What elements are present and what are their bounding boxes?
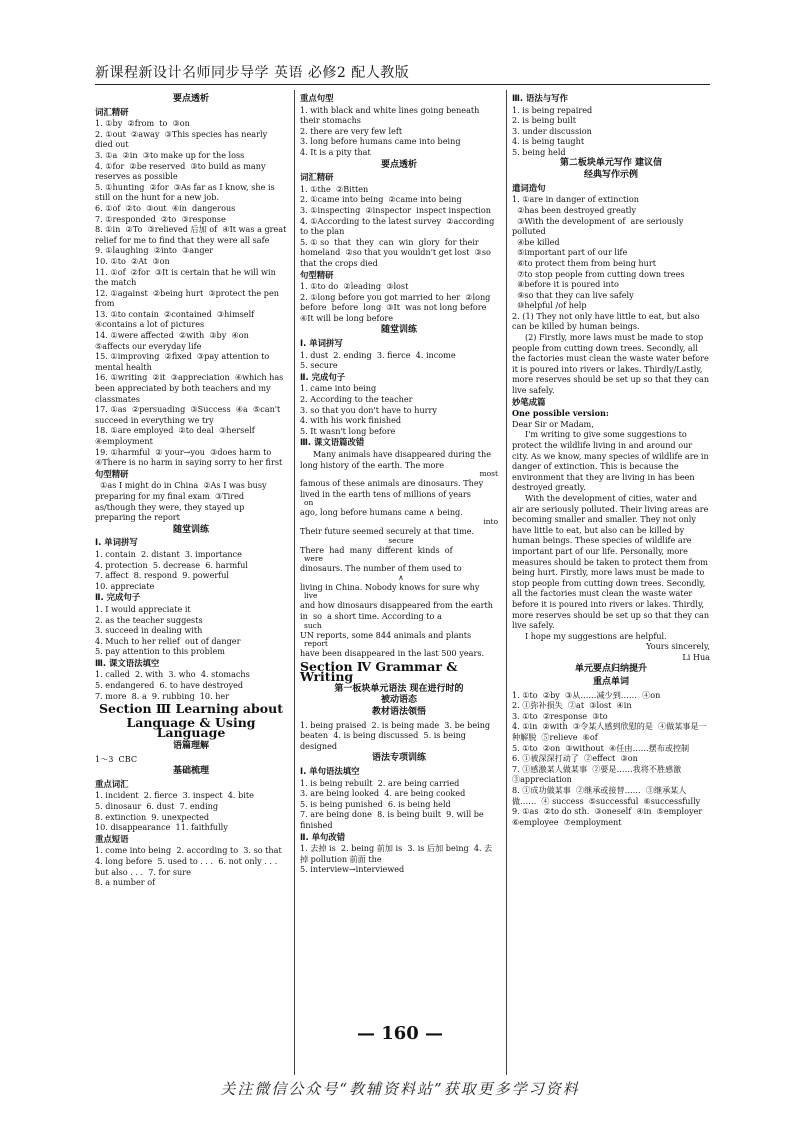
page-number: — 160 — [356,1023,444,1044]
section-title: Section Ⅳ Grammar & Writing [300,658,458,685]
answer-line: 10. disappearance 11. faithfully [95,822,228,833]
section-subtitle: 第二板块单元写作 建议信 [559,157,663,168]
correction-mark: report [304,639,328,649]
answer-line: 5. ① so that they can win glory for their homeland ②so that you wouldn't get lost ③so that the crops died [300,236,494,268]
answer-line: 1. ①are in danger of extinction [512,194,639,205]
answer-line: 1. incident 2. fierce 3. inspect 4. bite [95,790,254,801]
answer-line: 4. with his work finished [300,415,402,426]
subheading: Ⅲ. 课文语篇改错 [300,437,365,448]
subheading: Ⅲ. 课文语法填空 [95,657,160,668]
answer-line: 7. ①responded ②to ③response [95,213,226,224]
column-left [95,92,287,888]
paragraph: Many animals have disappeared during the long history of the earth. The more [300,449,494,470]
answer-line: 6. ①被深深打动了 ②effect ③on [512,753,638,764]
signature-line: Li Hua [682,651,710,662]
answer-line: famous of these animals are dinosaurs. They lived in the earth tens of millions of years [300,478,486,499]
answer-line: ④be killed [512,236,560,247]
answer-line: 4. ①in ②with ③令某人感到欣慰的是 ④做某事是一种解脱 ⑤relieve ⑥of [512,721,707,743]
correction-mark: on [304,498,314,508]
answer-line: dinosaurs. The number of them used to [300,563,462,574]
answer-line: 7. affect 8. respond 9. powerful [95,570,230,581]
answer-line: ①as I might do in China ②As I was busy preparing for my final exam ③Tired as/though they were, they stayed up preparing the report [95,480,270,523]
answer-line: ⑨so that they can live safely [512,289,634,300]
answer-line: 15. ①improving ②fixed ③pay attention to mental health [95,351,272,372]
answer-line: 19. ①harmful ② your→you ③does harm to ④There is no harm in saying sorry to her first [95,446,283,468]
answer-line: 4. ①According to the latest survey ②according to the plan [300,215,497,237]
answer-line: 3. so that you don't have to hurry [300,404,437,415]
answer-line: have been disappeared in the last 500 years. [300,648,485,659]
paragraph: I hope my suggestions are helpful. [524,630,667,641]
subheading: 妙笔成篇 [512,396,546,407]
answer-line: 2. According to the teacher [300,394,413,405]
answer-line: 1. came into being [300,383,377,394]
correction-mark: live [304,591,318,601]
answer-line: 13. ①to contain ②contained ③himself ④contains a lot of pictures [95,308,260,330]
correction-mark: were [304,554,323,564]
answer-line: 2. is being built [512,115,576,126]
answer-line: 5. ①hunting ②for ③As far as I know, she is still on the hunt for a new job. [95,181,278,203]
answer-line: 3. long before humans came into being [300,136,461,147]
answer-line: 8. extinction 9. unexpected [95,811,210,822]
answer-line: 12. ①against ②being hurt ③protect the pen from [95,287,282,309]
footer-handwritten-note: 关注微信公众号“教辅资料站”获取更多学习资料 [220,1080,580,1098]
subheading: Ⅱ. 完成句子 [95,592,141,603]
answer-line: 8. a number of [95,877,156,888]
subheading: Ⅱ. 完成句子 [300,371,346,382]
answer-line: 3. succeed in dealing with [95,625,203,636]
answer-line: ⑧before it is poured into [512,279,619,290]
answer-line: 1. is being rebuilt 2. are being carried [300,777,460,788]
answer-line: ⑩helpful /of help [512,300,587,311]
answer-line: 1. I would appreciate it [95,603,191,614]
answer-line: ⑤important part of our life [512,247,628,258]
subheading: Ⅱ. 单句改错 [300,831,346,842]
answer-line: 2. as the teacher suggests [95,614,203,625]
section-heading: 基础梳理 [172,766,209,777]
answer-line: Their future seemed securely at that time. [300,525,475,536]
column-divider-2 [506,90,507,1075]
answer-line: 2. ①long before you got married to her ②long before before long ③It was not long before ④It will be long before [300,291,496,323]
answer-line: ⑥to protect them from being hurt [512,257,656,268]
subheading: 遣词造句 [512,182,546,193]
subheading: 重点短语 [95,833,129,844]
answer-line: 4. It is a pity that [300,146,371,157]
answer-line: 5. dinosaur 6. dust 7. ending [95,801,219,811]
answer-line: ③With the development of are seriously polluted [512,215,686,237]
answer-line: 1. being praised 2. is being made 3. be being beaten 4. is being discussed 5. is being designed [300,719,493,751]
answer-line: 3. ①to ②response ③to [512,710,608,721]
answer-line: and how dinosaurs disappeared from the earth in so a short time. According to a [300,600,496,621]
answer-line: 3. under discussion [512,125,592,136]
section-heading: 要点透析 [172,94,209,104]
section-title: Section Ⅲ Learning about [99,701,283,717]
answer-line: 4. Much to her relief out of danger [95,635,241,646]
subheading: Ⅰ. 单词拼写 [95,537,138,548]
answer-line: UN reports, some 844 animals and plants [300,629,472,640]
answer-line: 5. It wasn't long before [300,425,396,436]
subheading: Ⅲ. 语法与写作 [512,93,568,103]
answer-line: 5. being held [512,146,566,157]
section-heading: 语法专项训练 [371,753,426,764]
answer-line: 9. ①as ②to do sth. ③oneself ④in ⑤employer ⑥employee ⑦employment [512,806,708,827]
answer-line: 5. pay attention to this problem [95,646,225,657]
answer-line: 1. 去掉 is 2. being 前加 is 3. is 后加 being 4. 去掉 pollution 前面 the [300,843,493,864]
paragraph: (2) Firstly, more laws must be made to stop people from cutting down trees. Secondly, all the factories must clean the waste water before it is poured into rivers or lakes. Thirdly/Lastly, more reserves should be set up so that they can live safely. [512,332,712,396]
answer-line: 4. is being taught [512,136,585,147]
answer-line: 2. ①came into being ②came into being [300,194,462,205]
paragraph: I'm writing to give some suggestions to protect the wildlife living in and around our city. As we know, many species of wildlife are in danger of extinction. This is because the environment that they are living in has been destroyed greatly. [512,429,712,493]
section-heading: 经典写作示例 [583,170,638,181]
answer-line: 16. ①writing ②it ③appreciation ④which has been appreciated by both teachers and my classmates [95,372,286,404]
answer-line: 7. are being done 8. is being built 9. will be finished [300,809,487,831]
answer-line: 1. is being repaired [512,104,593,115]
answer-line: 4. ①for ②be reserved ③to build as many reserves as possible [95,160,269,182]
signature-line: Yours sincerely, [646,641,710,652]
answer-line: living in China. Nobody knows for sure why [300,581,480,592]
answer-line: 5. interview→interviewed [300,864,405,875]
answer-line: 2. there are very few left [300,125,403,136]
correction-mark: most [479,469,498,479]
section-title: Language & Using Language [126,714,256,741]
answer-line: 6. ①of ②to ③out ④in dangerous [95,202,236,213]
answer-line: 14. ①were affected ②with ③by ④on ⑤affects our everyday life [95,330,254,351]
column-divider-1 [294,90,295,1075]
answer-line: ago, long before humans came ∧ being. [300,507,463,518]
answer-line: 10. appreciate [95,580,155,591]
answer-line: 7. more 8. a 9. rubbing 10. her [95,690,230,701]
subheading: 词汇精研 [95,106,129,117]
correction-mark: secure [388,535,414,545]
answer-line: 1. come into being 2. according to 3. so that 4. long before 5. used to . . . 6. not only . . . but also . . . 7. for sure [95,845,287,877]
answer-line: 1～3 CBC [95,753,138,764]
section-heading: 单元要点归纳提升 [574,664,647,675]
answer-line: 18. ①are employed ②to deal ③herself ④employment [95,425,260,446]
answer-line: 7. ①感激某人做某事 ②要是……我将不胜感激 ③appreciation [512,763,687,785]
answer-line: 1. called 2. with 3. who 4. stomachs [95,669,250,680]
section-heading: 随堂训练 [172,524,209,535]
answer-line: 1. ①to do ②leading ③lost [300,281,409,292]
answer-line: 1. ①to ②by ③从……减少到…… ④on [512,689,661,700]
answer-line: 3. ①inspecting ②inspector inspect inspection [300,204,491,215]
answer-line: 3. ①a ②in ③to make up for the loss [95,149,245,160]
page-header: 新课程新设计名师同步导学 英语 必修2 配人教版 [95,65,410,81]
answer-line: 10. ①to ②At ③on [95,255,170,266]
answer-line: ②has been destroyed greatly [512,204,637,215]
paragraph: With the development of cities, water and air are seriously polluted. Their living areas are becoming smaller and smaller. They not only have little to eat, but also can be killed by human beings. These species of wildlife are important part of our life. Personally, more measures should be taken to protect them from being hurt. Firstly, more laws must be made to stop people from cutting down trees. Secondly, all the factories must clean the waste water before it is poured into rivers or lakes. Thirdly, more reserves should be set up so that they can live safely. [512,492,712,631]
answer-line: ⑦to stop people from cutting down trees [512,268,685,279]
answer-line: 8. ①in ②To ③relieved 后加 of ④It was a great relief for me to find that they were all safe [95,224,289,245]
answer-line: 1. ①by ②from to ③on [95,118,190,129]
answer-line: 5. is being punished 6. is being held [300,798,451,809]
answer-line: 1. dust 2. ending 3. fierce 4. income [300,349,456,360]
answer-line: There had many different kinds of [300,544,453,555]
answer-line: 1. ①the ②Bitten [300,183,369,194]
correction-mark: into [483,516,498,526]
answer-line: 11. ①of ②for ③It is certain that he will win the match [95,266,279,288]
section-heading: 教材语法领悟 [371,707,426,718]
answer-line: 17. ①as ②persuading ③Success ④a ⑤can't succeed in everything we try [95,404,283,425]
answer-line: 4. protection 5. decrease 6. harmful [95,559,248,570]
subheading: Ⅰ. 单词拼写 [300,338,343,349]
correction-mark: ∧ [398,572,404,582]
subheading: 重点句型 [300,93,334,103]
column-middle [300,92,498,875]
subheading: 句型精研 [95,468,129,479]
section-heading: 随堂训练 [380,325,417,336]
subheading: 句型精研 [300,269,334,280]
version-label: One possible version: [512,408,609,419]
subheading: 词汇精研 [300,172,334,183]
answer-line: 5. ①to ②on ③without ④任由……摆布或控制 [512,742,690,753]
answer-line: 8. ①成功做某事 ②继承或接替…… ③继承某人做…… ④ success ⑤successful ⑥successfully [512,785,701,806]
answer-line: Dear Sir or Madam, [512,418,594,429]
subheading: 重点词汇 [95,778,129,789]
subheading: Ⅰ. 单句语法填空 [300,766,360,777]
section-heading: 重点单词 [592,677,629,688]
correction-mark: such [304,620,322,630]
header-divider [95,84,710,85]
section-subtitle: 被动语态 [380,694,417,705]
answer-line: 5. endangered 6. to have destroyed [95,680,244,691]
answer-line: 3. are being looked 4. are being cooked [300,788,466,799]
answer-line: 2. ①out ②away ③This species has nearly died out [95,128,270,150]
answer-line: 2. (1) They not only have little to eat, but also can be killed by human beings. [512,310,703,332]
answer-line: 1. contain 2. distant 3. importance [95,548,242,559]
section-heading: 要点透析 [380,159,417,170]
column-right [512,92,710,827]
answer-line: 5. secure [300,360,338,371]
answer-line: 2. ①弥补损失 ②at ③lost ④in [512,700,632,711]
section-subtitle: 第一板块单元语法 现在进行时的 [334,683,464,694]
answer-line: 1. with black and white lines going beneath their stomachs [300,104,482,126]
answer-line: 9. ①laughing ②into ③anger [95,245,214,256]
section-heading: 语篇理解 [172,741,209,752]
